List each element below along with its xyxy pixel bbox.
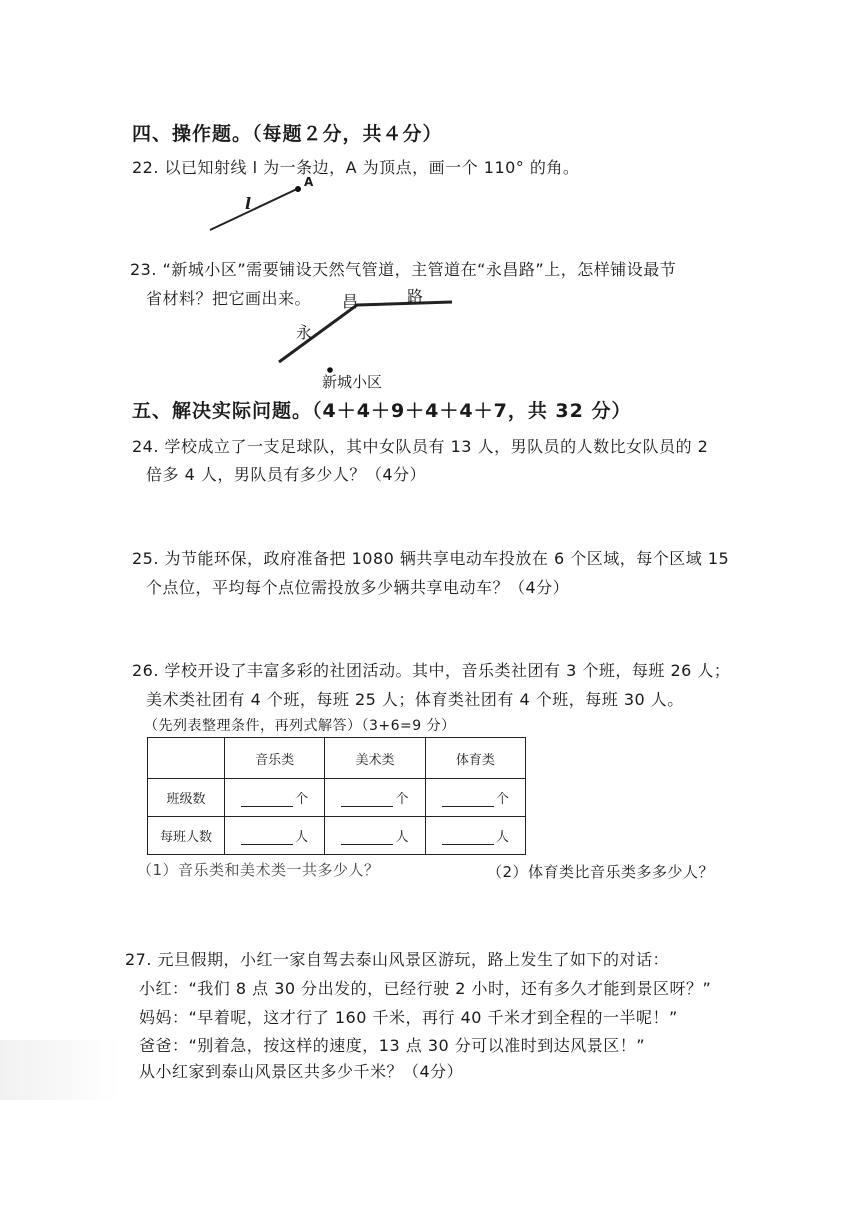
answer-blank[interactable]	[241, 792, 293, 807]
question-26-sub-1: （1）音乐类和美术类一共多少人？	[137, 861, 380, 879]
scan-shadow	[0, 1040, 120, 1100]
section-4-heading: 四、操作题。（每题２分，共４分）	[132, 123, 443, 145]
question-25-line-1: 25. 为节能环保，政府准备把 1080 辆共享电动车投放在 6 个区域，每个区域 15	[132, 549, 730, 568]
vertex-a-point	[295, 186, 301, 192]
question-26-sub-2: （2）体育类比音乐类多多少人？	[487, 863, 715, 881]
xincheng-community-label: 新城小区	[322, 373, 383, 391]
answer-blank[interactable]	[241, 830, 293, 845]
unit-label: 人	[295, 830, 309, 845]
question-23-line-1: 23. “新城小区”需要铺设天然气管道，主管道在“永昌路”上，怎样铺设最节	[130, 260, 677, 279]
q22-ray-diagram	[200, 170, 320, 240]
fill-blank-cell[interactable]	[225, 779, 325, 817]
row-label-class-count: 班级数	[148, 779, 225, 817]
table-header-corner	[148, 738, 225, 779]
question-27-dialogue-mom: 妈妈：“早着呢，这才行了 160 千米，再行 40 千米才到全程的一半呢！”	[139, 1008, 678, 1027]
fill-blank-cell[interactable]	[425, 817, 525, 855]
question-26-line-2: 美术类社团有 4 个班，每班 25 人；体育类社团有 4 个班，每班 30 人。	[146, 690, 684, 709]
unit-label: 人	[495, 830, 509, 845]
answer-blank[interactable]	[442, 792, 494, 807]
row-label-per-class: 每班人数	[148, 817, 225, 855]
unit-label: 个	[295, 792, 309, 807]
question-23-line-2: 省材料？把它画出来。	[146, 289, 312, 308]
question-22-text: 22. 以已知射线 l 为一条边，A 为顶点，画一个 110° 的角。	[132, 158, 580, 177]
section-5-heading: 五、解决实际问题。（4＋4＋9＋4＋4＋7，共 32 分）	[132, 400, 632, 422]
fill-blank-cell[interactable]	[425, 779, 525, 817]
ray-l-label: l	[245, 194, 252, 213]
question-24-line-1: 24. 学校成立了一支足球队，其中女队员有 13 人，男队员的人数比女队员的 2	[132, 437, 709, 456]
unit-label: 个	[495, 792, 509, 807]
question-27-question: 从小红家到泰山风景区共多少千米？（4分）	[139, 1062, 464, 1081]
table-header-row	[148, 738, 526, 779]
table-row	[148, 817, 526, 855]
road-label-lu: 路	[407, 287, 424, 306]
club-info-table	[147, 737, 526, 855]
table-header-sports: 体育类	[425, 738, 525, 779]
question-27-dialogue-dad: 爸爸：“别着急，按这样的速度，13 点 30 分可以准时到达风景区！”	[139, 1036, 646, 1055]
ray-l-line	[210, 189, 297, 230]
question-26-instruction: （先列表整理条件，再列式解答）（3+6=9 分）	[144, 718, 456, 734]
question-24-line-2: 倍多 4 人，男队员有多少人？（4分）	[146, 465, 427, 484]
answer-blank[interactable]	[341, 830, 393, 845]
table-row	[148, 779, 526, 817]
question-25-line-2: 个点位，平均每个点位需投放多少辆共享电动车？（4分）	[146, 578, 570, 597]
road-label-chang: 昌	[342, 292, 359, 311]
question-26-line-1: 26. 学校开设了丰富多彩的社团活动。其中，音乐类社团有 3 个班，每班 26 人；	[132, 661, 731, 680]
table-header-music: 音乐类	[225, 738, 325, 779]
fill-blank-cell[interactable]	[325, 779, 425, 817]
vertex-a-label: A	[304, 175, 314, 189]
unit-label: 个	[395, 792, 409, 807]
fill-blank-cell[interactable]	[225, 817, 325, 855]
table-header-art: 美术类	[325, 738, 425, 779]
unit-label: 人	[395, 830, 409, 845]
answer-blank[interactable]	[442, 830, 494, 845]
fill-blank-cell[interactable]	[325, 817, 425, 855]
road-label-yong: 永	[296, 323, 313, 342]
question-27-dialogue-xiaohong: 小红：“我们 8 点 30 分出发的，已经行驶 2 小时，还有多久才能到景区呀？”	[139, 979, 712, 998]
answer-blank[interactable]	[341, 792, 393, 807]
question-27-line-1: 27. 元旦假期，小红一家自驾去泰山风景区游玩，路上发生了如下的对话：	[125, 950, 670, 969]
